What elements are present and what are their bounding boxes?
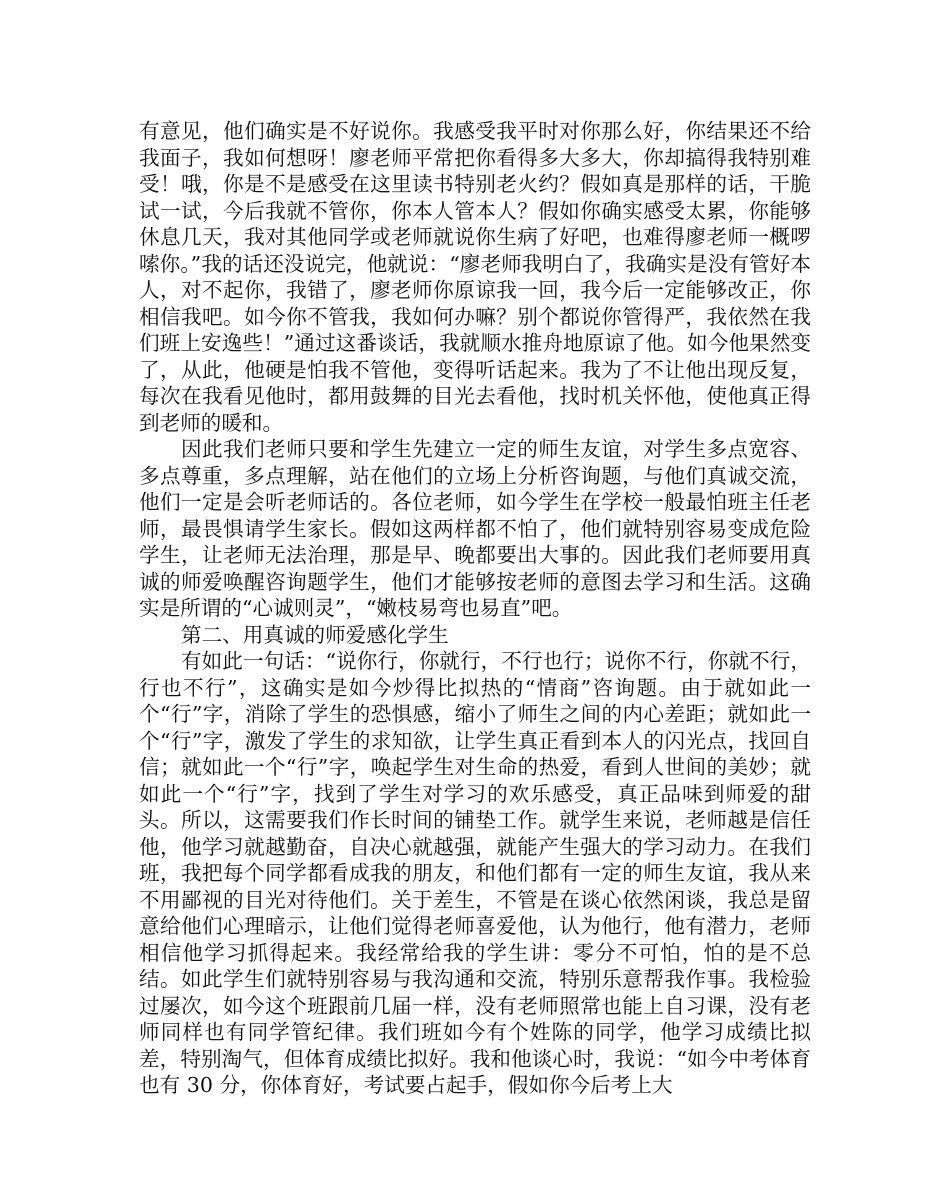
body-text: [139, 118, 811, 1099]
section-heading: 第二、用真诚的师爱感化学生: [181, 622, 449, 647]
paragraph: 有意见，他们确实是不好说你。我感受我平时对你那么好，你结果还不给我面子，我如何想呀！廖老师平常把你看得多大多大，你却搞得我特别难受！哦，你是不是感受在这里读书特别老火约？假如真是那样的话，干脆试一试，今后我就不管你，你本人管本人？假如你确实感受太累，你能够休息几天，我对其他同学或老师就说你生病了好吧，也难得廖老师一概啰嗦你。”我的话还没说完，他就说：“廖老师我明白了，我确实是没有管好本人，对不起你，我错了，廖老师你原谅我一回，我今后一定能够改正，你相信我吧。如今你不管我，我如何办嘛？别个都说你管得严，我依然在我们班上安逸些！”通过这番谈话，我就顺水推舟地原谅了他。如今他果然变了，从此，他硬是怕我不管他，变得听话起来。我为了不让他出现反复，每次在我看见他时，都用鼓舞的目光去看他，找时机关怀他，使他真正得到老师的暖和。: [139, 119, 811, 435]
paragraph: 因此我们老师只要和学生先建立一定的师生友谊，对学生多点宽容、多点尊重，多点理解，站在他们的立场上分析咨询题，与他们真诚交流，他们一定是会听老师话的。各位老师，如今学生在学校一般最怕班主任老师，最畏惧请学生家长。假如这两样都不怕了，他们就特别容易变成危险学生，让老师无法治理，那是早、晚都要出大事的。因此我们老师要用真诚的师爱唤醒咨询题学生，他们才能够按老师的意图去学习和生活。这确实是所谓的“心诚则灵”，“嫩枝易弯也易直”吧。: [139, 437, 811, 620]
paragraph: 有如此一句话：“说你行，你就行，不行也行；说你不行，你就不行，行也不行”，这确实是如今炒得比拟热的“情商”咨询题。由于就如此一个“行”字，消除了学生的恐惧感，缩小了师生之间的内心差距；就如此一个“行”字，激发了学生的求知欲，让学生真正看到本人的闪光点，找回自信；就如此一个“行”字，唤起学生对生命的热爱，看到人世间的美妙；就如此一个“行”字，找到了学生对学习的欢乐感受，真正品味到师爱的甜头。所以，这需要我们作长时间的铺垫工作。就学生来说，老师越是信任他，他学习就越勤奋，自决心就越强，就能产生强大的学习动力。在我们班，我把每个同学都看成我的朋友，和他们都有一定的师生友谊，我从来不用鄙视的目光对待他们。关于差生，不管是在谈心依然闲谈，我总是留意给他们心理暗示，让他们觉得老师喜爱他，认为他行，他有潜力，老师相信他学习抓得起来。我经常给我的学生讲：零分不可怕，怕的是不总结。如此学生们就特别容易与我沟通和交流，特别乐意帮我作事。我检验过屡次，如今这个班跟前几届一样，没有老师照常也能上自习课，没有老师同样也有同学管纪律。我们班如今有个姓陈的同学，他学习成绩比拟差，特别淘气，但体育成绩比拟好。我和他谈心时，我说：“如今中考体育也有 30 分，你体育好，考试要占起手，假如你今后考上大: [139, 649, 811, 1097]
